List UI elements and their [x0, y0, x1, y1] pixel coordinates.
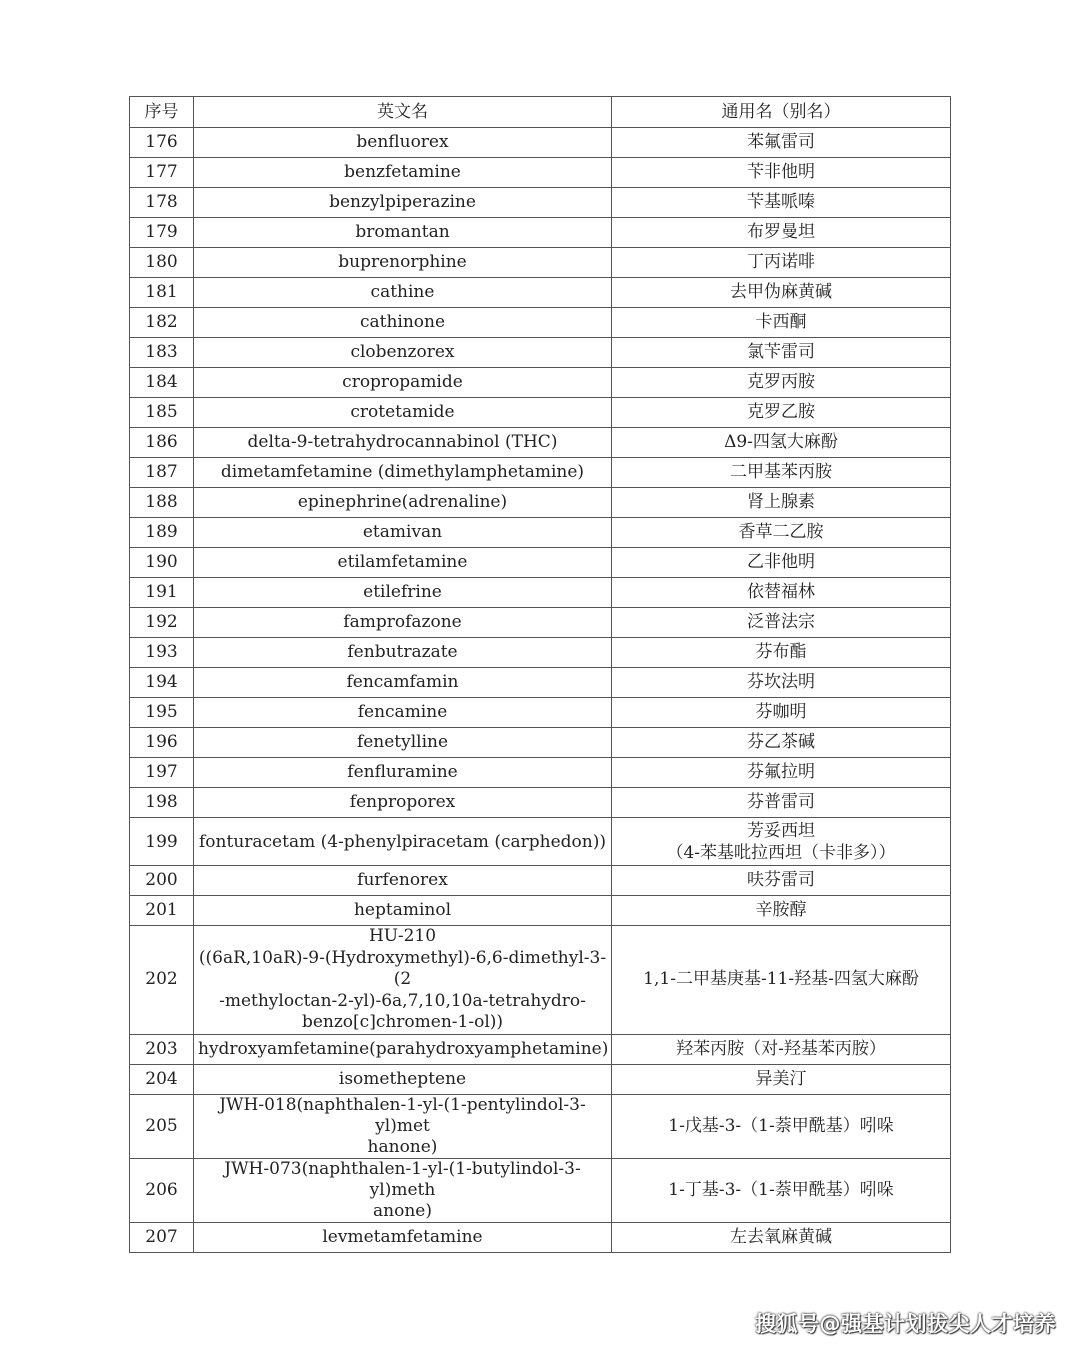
common-name-cell: 依替福林 — [612, 578, 951, 608]
english-name-cell: levmetamfetamine — [194, 1222, 612, 1252]
table-body — [130, 128, 951, 1253]
table-row — [130, 698, 951, 728]
english-name-cell: benfluorex — [194, 128, 612, 158]
common-name-cell: 泛普法宗 — [612, 608, 951, 638]
english-name-cell: epinephrine(adrenaline) — [194, 488, 612, 518]
serial-number-cell: 199 — [130, 818, 194, 866]
common-name-cell: 克罗乙胺 — [612, 398, 951, 428]
substance-table — [129, 96, 951, 1253]
header-common-name: 通用名（别名） — [612, 97, 951, 128]
serial-number-cell: 195 — [130, 698, 194, 728]
table-row — [130, 278, 951, 308]
common-name-cell: 芬乙茶碱 — [612, 728, 951, 758]
english-name-cell: isometheptene — [194, 1064, 612, 1094]
serial-number-cell: 201 — [130, 896, 194, 926]
table-row — [130, 368, 951, 398]
english-name-cell: JWH-073(naphthalen-1-yl-(1-butylindol-3-yl)meth anone) — [194, 1158, 612, 1222]
header-serial-number: 序号 — [130, 97, 194, 128]
table-row — [130, 1094, 951, 1158]
common-name-cell: 苯氟雷司 — [612, 128, 951, 158]
serial-number-cell: 193 — [130, 638, 194, 668]
serial-number-cell: 179 — [130, 218, 194, 248]
serial-number-cell: 182 — [130, 308, 194, 338]
common-name-cell: 1,1-二甲基庚基-11-羟基-四氢大麻酚 — [612, 926, 951, 1035]
common-name-cell: 芳妥西坦 （4-苯基吡拉西坦（卡非多）） — [612, 818, 951, 866]
english-name-cell: buprenorphine — [194, 248, 612, 278]
english-name-cell: fenetylline — [194, 728, 612, 758]
english-name-cell: benzylpiperazine — [194, 188, 612, 218]
common-name-cell: 卡西酮 — [612, 308, 951, 338]
serial-number-cell: 205 — [130, 1094, 194, 1158]
serial-number-cell: 189 — [130, 518, 194, 548]
common-name-cell: Δ9-四氢大麻酚 — [612, 428, 951, 458]
serial-number-cell: 200 — [130, 866, 194, 896]
table-row — [130, 866, 951, 896]
english-name-cell: cathine — [194, 278, 612, 308]
table-row — [130, 128, 951, 158]
table-row — [130, 668, 951, 698]
table-row — [130, 338, 951, 368]
table-row — [130, 1034, 951, 1064]
english-name-cell: delta-9-tetrahydrocannabinol (THC) — [194, 428, 612, 458]
table-row — [130, 248, 951, 278]
table-row — [130, 758, 951, 788]
serial-number-cell: 191 — [130, 578, 194, 608]
watermark: 搜狐号@强基计划拔尖人才培养 — [755, 1312, 1056, 1336]
serial-number-cell: 198 — [130, 788, 194, 818]
common-name-cell: 呋芬雷司 — [612, 866, 951, 896]
table-header-row — [130, 97, 951, 128]
table-row — [130, 788, 951, 818]
serial-number-cell: 177 — [130, 158, 194, 188]
english-name-cell: fencamfamin — [194, 668, 612, 698]
common-name-cell: 异美汀 — [612, 1064, 951, 1094]
common-name-cell: 羟苯丙胺（对-羟基苯丙胺） — [612, 1034, 951, 1064]
table-row — [130, 1158, 951, 1222]
common-name-cell: 克罗丙胺 — [612, 368, 951, 398]
table-row — [130, 818, 951, 866]
table-row — [130, 188, 951, 218]
table-row — [130, 308, 951, 338]
serial-number-cell: 184 — [130, 368, 194, 398]
english-name-cell: fonturacetam (4-phenylpiracetam (carphedon)) — [194, 818, 612, 866]
english-name-cell: fenfluramine — [194, 758, 612, 788]
english-name-cell: etamivan — [194, 518, 612, 548]
english-name-cell: etilamfetamine — [194, 548, 612, 578]
common-name-cell: 芬咖明 — [612, 698, 951, 728]
table-row — [130, 458, 951, 488]
table-row — [130, 896, 951, 926]
english-name-cell: benzfetamine — [194, 158, 612, 188]
serial-number-cell: 186 — [130, 428, 194, 458]
common-name-cell: 左去氧麻黄碱 — [612, 1222, 951, 1252]
english-name-cell: fenbutrazate — [194, 638, 612, 668]
common-name-cell: 肾上腺素 — [612, 488, 951, 518]
common-name-cell: 1-丁基-3-（1-萘甲酰基）吲哚 — [612, 1158, 951, 1222]
serial-number-cell: 185 — [130, 398, 194, 428]
table-row — [130, 728, 951, 758]
serial-number-cell: 206 — [130, 1158, 194, 1222]
common-name-cell: 苄非他明 — [612, 158, 951, 188]
table-row — [130, 428, 951, 458]
serial-number-cell: 194 — [130, 668, 194, 698]
table-row — [130, 608, 951, 638]
english-name-cell: hydroxyamfetamine(parahydroxyamphetamine) — [194, 1034, 612, 1064]
english-name-cell: clobenzorex — [194, 338, 612, 368]
english-name-cell: famprofazone — [194, 608, 612, 638]
common-name-cell: 苄基哌嗪 — [612, 188, 951, 218]
serial-number-cell: 202 — [130, 926, 194, 1035]
serial-number-cell: 196 — [130, 728, 194, 758]
serial-number-cell: 192 — [130, 608, 194, 638]
serial-number-cell: 190 — [130, 548, 194, 578]
table-row — [130, 1222, 951, 1252]
english-name-cell: JWH-018(naphthalen-1-yl-(1-pentylindol-3-yl)met hanone) — [194, 1094, 612, 1158]
english-name-cell: cropropamide — [194, 368, 612, 398]
common-name-cell: 二甲基苯丙胺 — [612, 458, 951, 488]
common-name-cell: 芬布酯 — [612, 638, 951, 668]
serial-number-cell: 187 — [130, 458, 194, 488]
english-name-cell: crotetamide — [194, 398, 612, 428]
table-row — [130, 638, 951, 668]
common-name-cell: 乙非他明 — [612, 548, 951, 578]
header-english-name: 英文名 — [194, 97, 612, 128]
english-name-cell: bromantan — [194, 218, 612, 248]
serial-number-cell: 207 — [130, 1222, 194, 1252]
english-name-cell: heptaminol — [194, 896, 612, 926]
english-name-cell: fenproporex — [194, 788, 612, 818]
common-name-cell: 氯苄雷司 — [612, 338, 951, 368]
common-name-cell: 香草二乙胺 — [612, 518, 951, 548]
common-name-cell: 芬氟拉明 — [612, 758, 951, 788]
common-name-cell: 丁丙诺啡 — [612, 248, 951, 278]
serial-number-cell: 181 — [130, 278, 194, 308]
common-name-cell: 芬普雷司 — [612, 788, 951, 818]
table-row — [130, 926, 951, 1035]
table-row — [130, 548, 951, 578]
common-name-cell: 辛胺醇 — [612, 896, 951, 926]
table-row — [130, 158, 951, 188]
common-name-cell: 布罗曼坦 — [612, 218, 951, 248]
english-name-cell: fencamine — [194, 698, 612, 728]
serial-number-cell: 178 — [130, 188, 194, 218]
english-name-cell: dimetamfetamine (dimethylamphetamine) — [194, 458, 612, 488]
common-name-cell: 去甲伪麻黄碱 — [612, 278, 951, 308]
table-row — [130, 578, 951, 608]
table-row — [130, 518, 951, 548]
serial-number-cell: 204 — [130, 1064, 194, 1094]
english-name-cell: HU-210 ((6aR,10aR)-9-(Hydroxymethyl)-6,6-dimethyl-3-(2 -methyloctan-2-yl)-6a,7,10,10a-tetrahydro- benzo[c]chromen-1-ol)) — [194, 926, 612, 1035]
serial-number-cell: 183 — [130, 338, 194, 368]
common-name-cell: 芬坎法明 — [612, 668, 951, 698]
serial-number-cell: 197 — [130, 758, 194, 788]
serial-number-cell: 180 — [130, 248, 194, 278]
common-name-cell: 1-戊基-3-（1-萘甲酰基）吲哚 — [612, 1094, 951, 1158]
table-row — [130, 398, 951, 428]
serial-number-cell: 176 — [130, 128, 194, 158]
english-name-cell: cathinone — [194, 308, 612, 338]
table-row — [130, 488, 951, 518]
table-row — [130, 218, 951, 248]
english-name-cell: furfenorex — [194, 866, 612, 896]
english-name-cell: etilefrine — [194, 578, 612, 608]
table-row — [130, 1064, 951, 1094]
serial-number-cell: 188 — [130, 488, 194, 518]
serial-number-cell: 203 — [130, 1034, 194, 1064]
